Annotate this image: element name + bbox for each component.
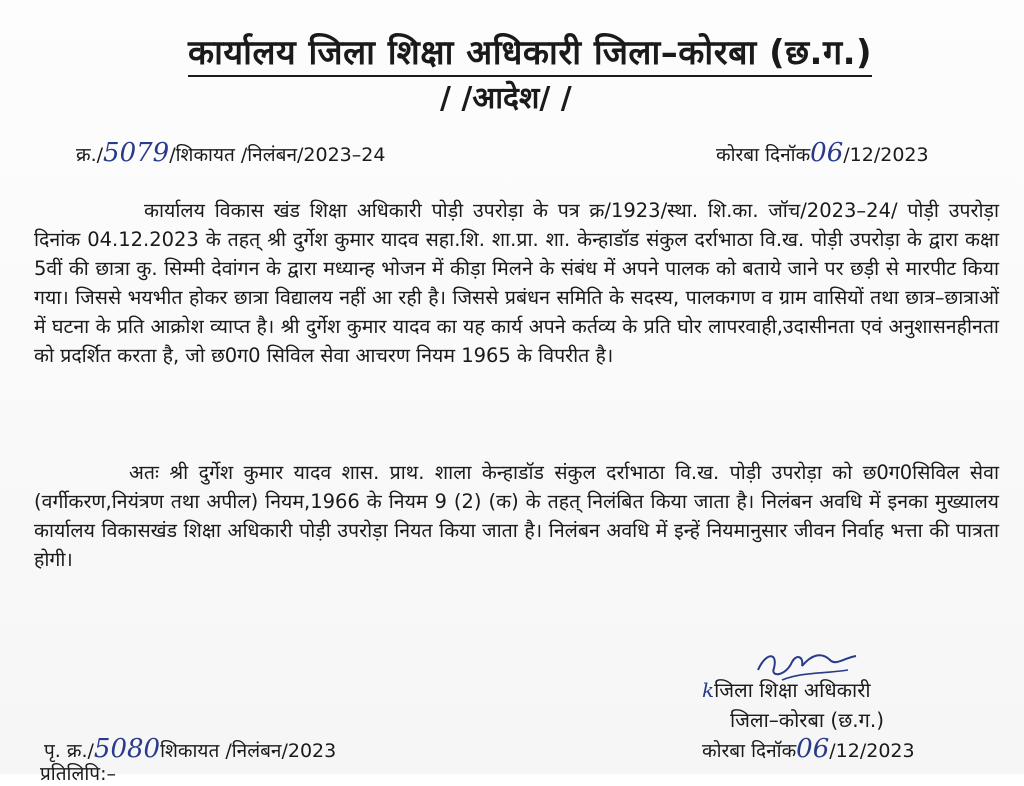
endorsement-ref-prefix: पृ. क्र./	[44, 740, 94, 762]
body-paragraph-2	[34, 458, 999, 574]
order-ref-prefix: क्र./	[76, 144, 104, 166]
office-title: कार्यालय जिला शिक्षा अधिकारी जिला–कोरबा (छ.ग.)	[188, 28, 872, 77]
order-heading: / /आदेश/ /	[440, 81, 572, 116]
signatory-district: जिला–कोरबा (छ.ग.)	[730, 708, 885, 732]
order-place-date-prefix: कोरबा दिनॉक	[716, 144, 811, 166]
paragraph-1-text: कार्यालय विकास खंड शिक्षा अधिकारी पोड़ी उपरोड़ा के पत्र क्र/1923/स्था. शि.का. जॉच/2023–24/ पोड़ी उपरोड़ा दिनांक 04.12.2023 के तहत् श्री दुर्गेश कुमार यादव सहा.शि. शा.प्रा. शा. केन्हाडॉड संकुल दर्राभाठा वि.ख. पोड़ी उपरोड़ा के द्वारा कक्षा 5वीं की छात्रा कु. सिम्मी देवांगन के द्वारा मध्यान्ह भोजन में कीड़ा मिलने के संबंध में अपने पालक को बताये जाने पर छड़ी से मारपीट किया गया। जिससे भयभीत होकर छात्रा विद्यालय नहीं आ रही है। जिससे प्रबंधन समिति के सदस्य, पालकगण व ग्राम वासियों तथा छात्र–छात्राओं में घटना के प्रति आक्रोश व्याप्त है। श्री दुर्गेश कुमार यादव का यह कार्य अपने कर्तव्य के प्रति घोर लापरवाही,उदासीनता एवं अनुशासनहीनता को प्रदर्शित करता है, जो छ0ग0 सिविल सेवा आचरण नियम 1965 के विपरीत है।	[34, 199, 999, 367]
endorsement-date-suffix: /12/2023	[829, 740, 915, 762]
endorsement-place-date-prefix: कोरबा दिनॉक	[702, 740, 797, 762]
endorsement-day-handwritten: 06	[796, 734, 830, 764]
order-ref-suffix: /शिकायत /निलंबन/2023–24	[169, 144, 386, 166]
signature-mark-icon: k	[702, 678, 715, 702]
signatory-designation	[702, 676, 871, 703]
order-date-suffix: /12/2023	[843, 144, 929, 166]
endorsement-ref-suffix: शिकायत /निलंबन/2023	[160, 740, 337, 762]
body-paragraph-1	[34, 196, 999, 370]
designation-text: जिला शिक्षा अधिकारी	[714, 678, 871, 702]
order-date	[716, 138, 929, 168]
endorsement-date	[702, 734, 915, 764]
copy-to-label: प्रतिलिपि:–	[40, 763, 116, 785]
order-reference	[76, 138, 385, 168]
order-number-handwritten: 5079	[103, 138, 170, 168]
order-day-handwritten: 06	[810, 138, 844, 168]
endorsement-number-handwritten: 5080	[93, 734, 161, 764]
paragraph-2-text: अतः श्री दुर्गेश कुमार यादव शास. प्राथ. शाला केन्हाडॉड संकुल दर्राभाठा वि.ख. पोड़ी उपरोड़ा को छ0ग0सिविल सेवा (वर्गीकरण,नियंत्रण तथा अपील) नियम,1966 के नियम 9 (2) (क) के तहत् निलंबित किया जाता है। निलंबन अवधि में इनका मुख्यालय कार्यालय विकासखंड शिक्षा अधिकारी पोड़ी उपरोड़ा नियत किया जाता है। निलंबन अवधि में इन्हें नियमानुसार जीवन निर्वाह भत्ता की पात्रता होगी।	[34, 461, 999, 571]
